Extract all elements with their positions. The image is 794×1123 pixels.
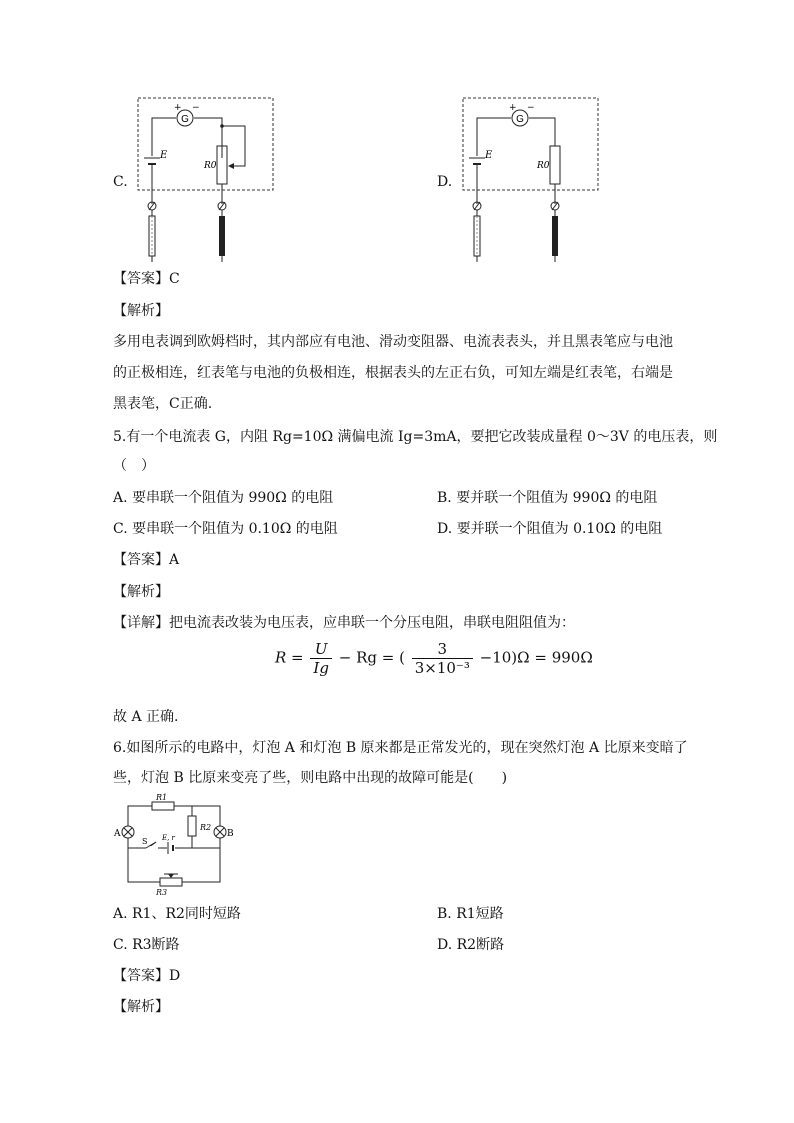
q6-stem-line2: 些，灯泡 B 比原来变亮了些，则电路中出现的故障可能是( ) [113,770,508,786]
svg-text:R0: R0 [204,161,217,171]
circuit-figure-d [455,96,605,264]
svg-text:R1: R1 [156,793,168,802]
r3-label: R3 [156,888,168,897]
q6-analysis-label: 【解析】 [113,999,169,1015]
q5-detail: 【详解】把电流表改装为电压表，应串联一个分压电阻，串联电阻阻值为： [113,615,575,631]
q6-option-c: C. R3断路 [113,937,180,953]
galvanometer-label: G [181,114,189,125]
q5-analysis-label: 【解析】 [113,584,169,600]
q4-analysis-text: 多用电表调到欧姆档时，其内部应有电池、滑动变阻器、电流表表头，并且黑表笔应与电池的正极相连，红表笔与电池的负极相连，根据表头的左正右负，可知左端是红表笔，右端是黑表笔，C正确. [113,334,673,412]
q6-option-b: B. R1短路 [437,906,504,922]
q5-conclusion: 故 A 正确. [113,709,179,725]
circuit-figure-c [130,96,280,264]
q6-stem-line1: 6.如图所示的电路中，灯泡 A 和灯泡 B 原来都是正常发光的，现在突然灯泡 A 比原来变暗了 [113,740,688,756]
q5-answer: 【答案】A [113,552,180,568]
q5-option-c: C. 要串联一个阻值为 0.10Ω 的电阻 [113,521,338,537]
svg-text:B: B [227,829,234,839]
q5-formula: R = $\frac{U}{Ig}$ − Rg = ( $\frac{3}{\text{3×10⁻³}}$ −10)Ω = 990Ω [275,640,593,677]
svg-text:A: A [114,829,121,839]
svg-text:R2: R2 [200,823,212,832]
circuit-figure-q6 [112,793,234,890]
svg-text:E: E [485,150,493,161]
svg-text:E: E [160,150,168,161]
svg-text:R0: R0 [537,161,550,171]
q5-stem-line1: 5.有一个电流表 G，内阻 Rg=10Ω 满偏电流 Ig=3mA，要把它改装成量程 0～3V 的电压表，则 [113,429,718,445]
option-d-label: D. [437,174,453,190]
svg-text:S: S [142,837,148,846]
option-c-label: C. [113,174,128,190]
svg-text:E, r: E, r [162,834,175,842]
q6-option-a: A. R1、R2同时短路 [113,906,241,922]
q6-option-d: D. R2断路 [437,937,505,953]
q6-answer: 【答案】D [113,968,181,984]
q5-option-a: A. 要串联一个阻值为 990Ω 的电阻 [113,490,334,506]
q5-stem-line2: （ ） [113,458,155,474]
q4-answer: 【答案】C [113,271,180,287]
svg-text:+: + [174,103,182,113]
svg-text:−: − [192,103,200,113]
q5-option-d: D. 要并联一个阻值为 0.10Ω 的电阻 [437,521,663,537]
svg-text:+: + [509,103,517,113]
q4-analysis-label: 【解析】 [113,303,169,319]
svg-text:G: G [516,114,524,125]
q5-option-b: B. 要并联一个阻值为 990Ω 的电阻 [437,490,658,506]
svg-text:−: − [527,103,535,113]
